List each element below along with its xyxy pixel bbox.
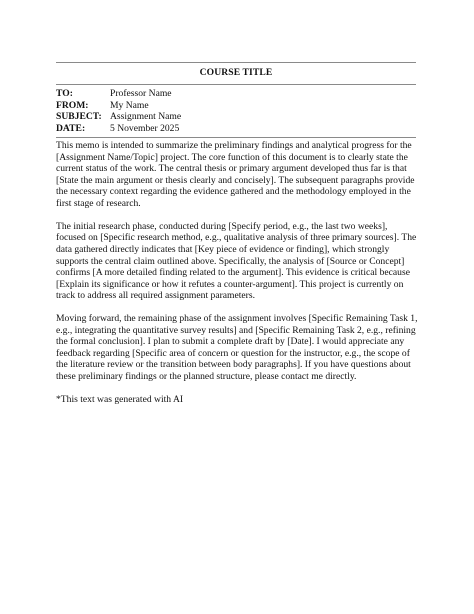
- date-row: [56, 123, 416, 135]
- top-divider: [56, 62, 416, 63]
- subject-label: SUBJECT:: [56, 111, 102, 123]
- date-value: 5 November 2025: [110, 122, 180, 134]
- memo-header: [56, 88, 416, 134]
- to-label: TO:: [56, 88, 73, 99]
- subject-row: [56, 111, 416, 123]
- body-paragraph-2: The initial research phase, conducted during [Specify period, e.g., the last two weeks], focused on [Specific research method, e.g., qualitative analysis of three primary sources]. The data gathered directly indicates that [Key piece of evidence or finding], which strongly supports the central claim outlined above. Specifically, the analysis of [Source or Concept] confirms [A more detailed finding related to the argument]. This evidence is critical because [Explain its significance or how it refutes a counter-argument]. This project is currently on track to address all required assignment parameters.: [56, 220, 417, 302]
- subject-value: Assignment Name: [110, 111, 182, 123]
- body-paragraph-1: This memo is intended to summarize the preliminary findings and analytical progress for the [Assignment Name/Topic] project. The core function of this document is to clearly state the current status of the work. The central thesis or primary argument developed thus far is that [State the main argument or thesis clearly and concisely]. The subsequent paragraphs provide the necessary context regarding the evidence gathered and the methodology employed in the first stage of research.: [56, 140, 415, 209]
- to-value: Professor Name: [110, 88, 172, 99]
- from-row: [56, 100, 416, 112]
- header-divider: [56, 137, 416, 138]
- to-row: [56, 88, 416, 100]
- course-title: COURSE TITLE: [199, 67, 273, 78]
- date-label: DATE:: [56, 122, 86, 134]
- body-paragraph-3: Moving forward, the remaining phase of the assignment involves [Specific Remaining Task 1, e.g., integrating the quantitative survey results] and [Specific Remaining Task 2, e.g., refining the formal conclusion]. I plan to submit a complete draft by [Date]. I would appreciate any feedback regarding [Specific area of concern or question for the instructor, e.g., the scope of the literature review or the transition between body paragraphs]. If you have questions about these preliminary findings or the planned structure, please contact me directly.: [56, 313, 418, 383]
- title-divider: [56, 84, 416, 85]
- from-value: My Name: [110, 99, 149, 111]
- memo-body: [56, 140, 418, 417]
- ai-footnote: *This text was generated with AI: [56, 394, 184, 406]
- from-label: FROM:: [56, 99, 89, 111]
